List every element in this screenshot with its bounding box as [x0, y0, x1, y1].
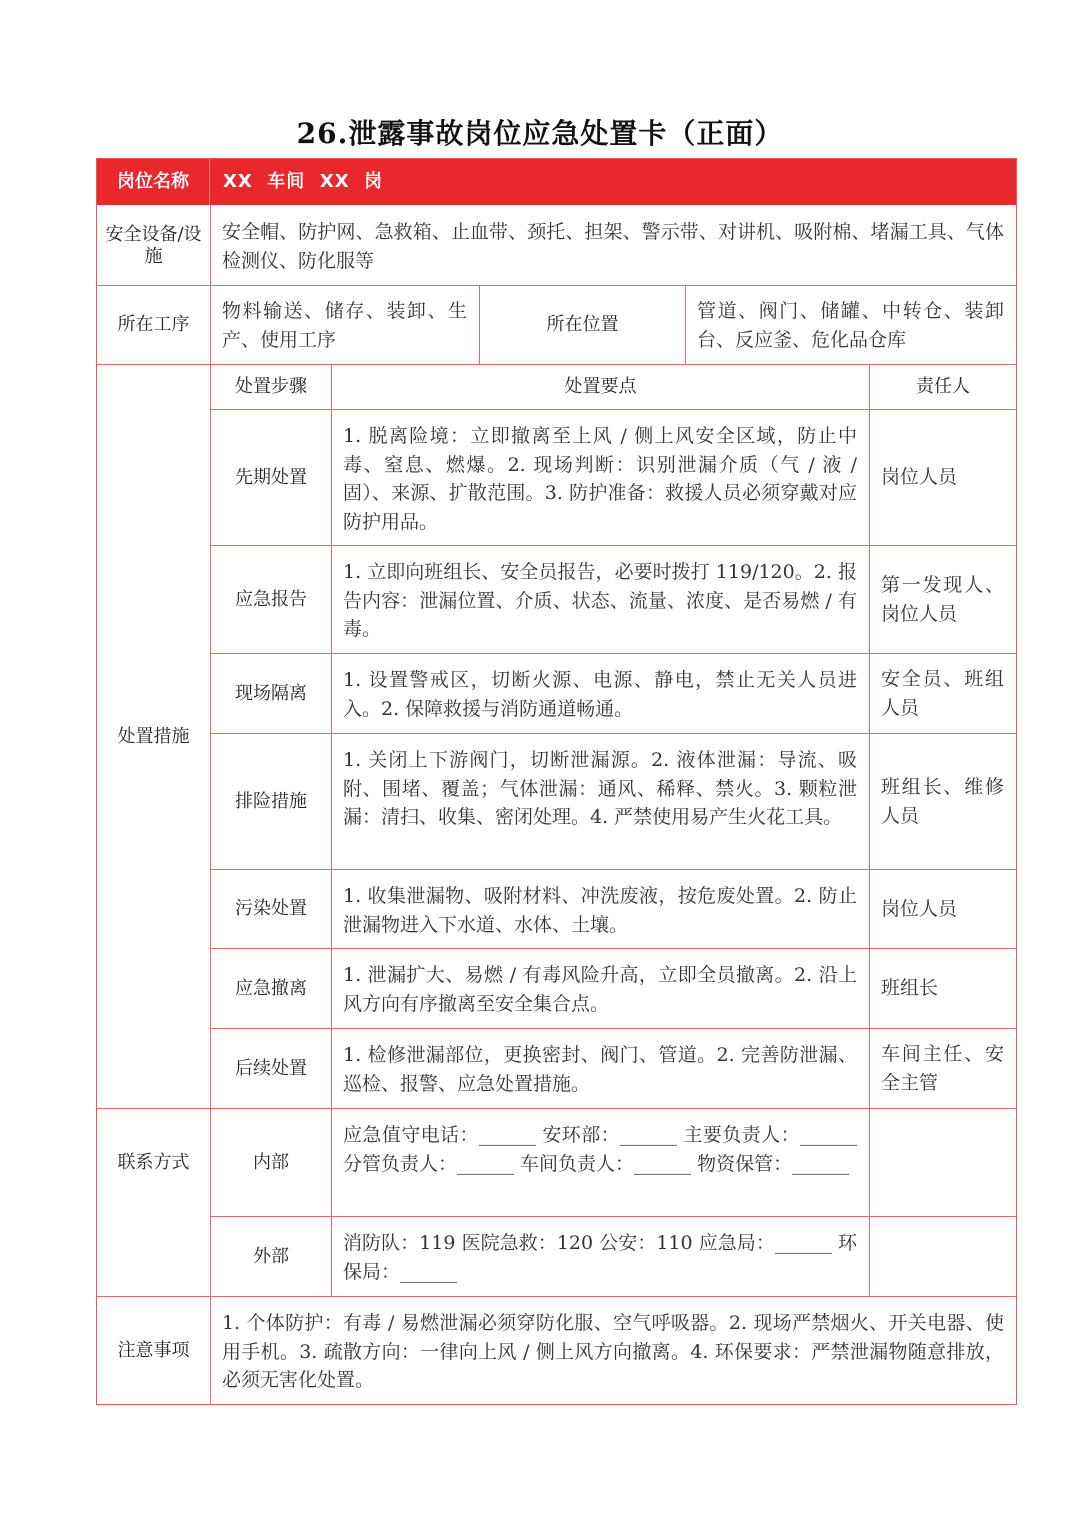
- post-name-value: XX 车间 XX 岗: [223, 171, 384, 192]
- equipment-text: 安全帽、防护网、急救箱、止血带、颈托、担架、警示带、对讲机、吸附棉、堵漏工具、气体检测仪、防化服等: [222, 221, 1004, 272]
- step-name: 应急报告: [235, 588, 307, 610]
- step-text: 1. 关闭上下游阀门，切断泄漏源。2. 液体泄漏：导流、吸附、围堵、覆盖；气体泄漏：通风、稀释、禁火。3. 颗粒泄漏：清扫、收集、密闭处理。4. 严禁使用易产生火花工具。: [343, 749, 857, 828]
- process-text: 物料输送、储存、装卸、生产、使用工序: [222, 300, 467, 351]
- step-owner: 岗位人员: [881, 466, 958, 489]
- step-text: 1. 立即向班组长、安全员报告，必要时拨打 119/120。2. 报告内容：泄漏位置、介质、状态、流量、浓度、是否易燃 / 有毒。: [343, 561, 857, 640]
- location-label: 所在位置: [546, 314, 619, 335]
- step-text: 1. 检修泄漏部位，更换密封、阀门、管道。2. 完善防泄漏、巡检、报警、应急处置措施。: [343, 1044, 857, 1095]
- equipment-label: 安全设备/设施: [105, 223, 202, 267]
- step-text: 1. 设置警戒区，切断火源、电源、静电，禁止无关人员进入。2. 保障救援与消防通道畅通。: [343, 669, 857, 720]
- column-header-points: 处置要点: [564, 376, 637, 397]
- step-owner: 岗位人员: [881, 897, 958, 920]
- column-header-owner: 责任人: [916, 376, 970, 397]
- step-text: 1. 泄漏扩大、易燃 / 有毒风险升高，立即全员撤离。2. 沿上风方向有序撤离至安全集合点。: [343, 964, 857, 1015]
- notes-text: 1. 个体防护：有毒 / 易燃泄漏必须穿防化服、空气呼吸器。2. 现场严禁烟火、开关电器、使用手机。3. 疏散方向：一律向上风 / 侧上风方向撤离。4. 环保要求：严禁泄漏物随意排放，必须无害化处置。: [222, 1312, 1004, 1391]
- step-owner: 班组长、维修人员: [881, 776, 1004, 827]
- emergency-card: [96, 158, 1017, 1405]
- location-text: 管道、阀门、储罐、中转仓、装卸台、反应釜、危化品仓库: [697, 300, 1004, 351]
- contacts-label: 联系方式: [117, 1151, 190, 1173]
- measures-label: 处置措施: [117, 725, 190, 747]
- contacts-internal-label: 内部: [253, 1151, 289, 1173]
- card-header: [97, 159, 1016, 205]
- column-header-step: 处置步骤: [235, 376, 307, 397]
- step-owner: 第一发现人、岗位人员: [881, 574, 1004, 625]
- step-name: 污染处置: [235, 898, 307, 919]
- step-text: 1. 收集泄漏物、吸附材料、冲洗废液，按危废处置。2. 防止泄漏物进入下水道、水体、土壤。: [343, 885, 857, 936]
- step-owner: 班组长: [881, 977, 939, 1000]
- process-label: 所在工序: [117, 314, 190, 335]
- post-name-label: 岗位名称: [97, 159, 210, 205]
- step-name: 现场隔离: [235, 682, 307, 704]
- step-name: 排险措施: [235, 790, 307, 812]
- step-owner: 车间主任、安全主管: [881, 1043, 1004, 1094]
- step-name: 应急撤离: [235, 977, 307, 999]
- contacts-external-text: 消防队：119 医院急救：120 公安：110 应急局：______ 环保局：______: [343, 1232, 857, 1283]
- step-name: 后续处置: [235, 1057, 307, 1079]
- step-owner: 安全员、班组人员: [881, 668, 1004, 719]
- notes-label: 注意事项: [117, 1339, 190, 1361]
- page-title: 26.泄露事故岗位应急处置卡（正面）: [296, 117, 784, 150]
- contacts-external-label: 外部: [253, 1245, 289, 1267]
- step-name: 先期处置: [235, 466, 307, 488]
- contacts-internal-text: 应急值守电话：______ 安环部：______ 主要负责人：______ 分管负责人：______ 车间负责人：______ 物资保管：______: [343, 1124, 857, 1175]
- step-text: 1. 脱离险境：立即撤离至上风 / 侧上风安全区域，防止中毒、窒息、燃爆。2. 现场判断：识别泄漏介质（气 / 液 / 固）、来源、扩散范围。3. 防护准备：救援人员必须穿戴对应防护用品。: [343, 425, 857, 533]
